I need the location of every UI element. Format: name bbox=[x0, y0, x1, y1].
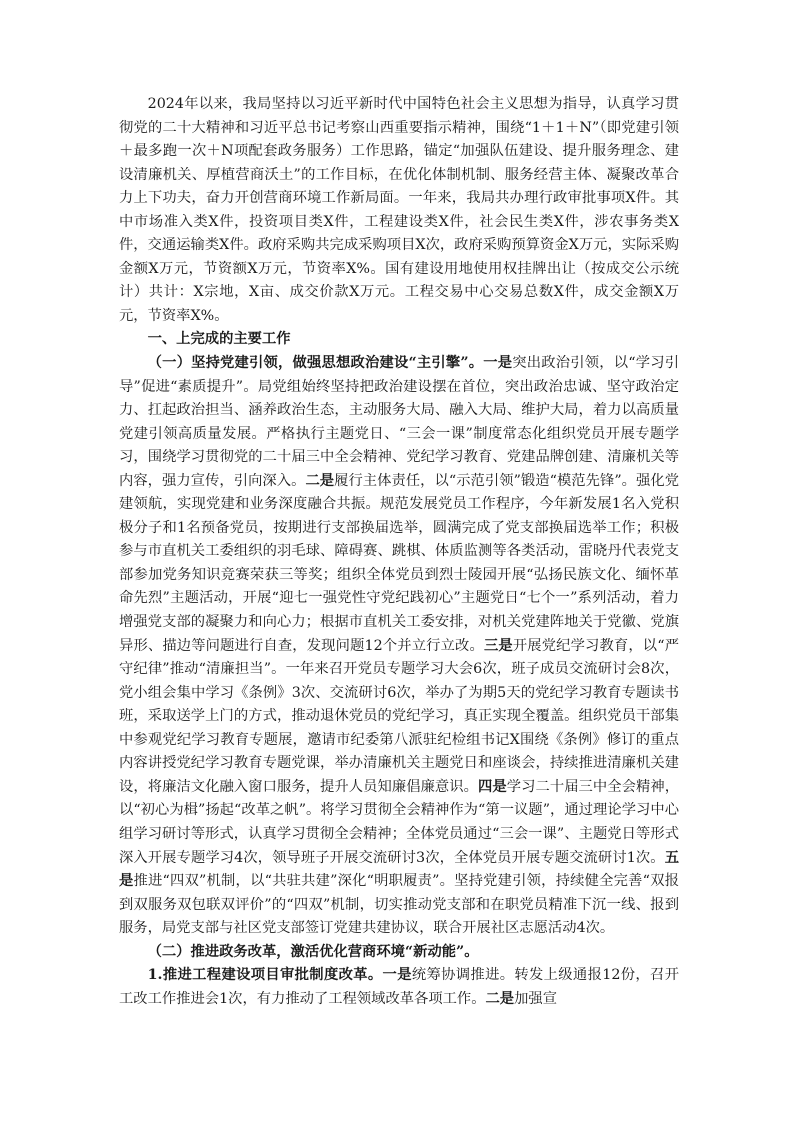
point-4-text: 学习二十届三中全会精神，以“初心为楫”扬起“改革之帆”。将学习贯彻全会精神作为“第一议题”，通过理论学习中心组学习研讨等形式，认真学习贯彻全会精神；全体党员通过“三会一课”、主题党日等形式深入开展专题学习4次，领导班子开展交流研讨3次，全体党员开展专题交流研讨1次。 bbox=[119, 778, 680, 866]
marker-3: 三是 bbox=[483, 637, 513, 654]
item-1-paragraph bbox=[119, 964, 679, 1011]
subsection-2-heading: （二）推进政务改革，激活优化营商环境“新动能”。 bbox=[147, 943, 479, 960]
item-1-text-1: 统筹协调推进。转发上级通报12份，召开工改工作推进会1次，有力推动了工程领域改革各项工作。 bbox=[119, 967, 679, 1007]
item-1-marker-2: 二是 bbox=[485, 990, 515, 1007]
subsection-1-paragraph bbox=[119, 352, 679, 941]
point-5-text: 推进“四双”机制，以“共驻共建”深化“明职履责”。坚持党建引领，持续健全完善“双报到双服务双包联双评价”的“四双”机制，切实推动党支部和在职党员精准下沉一线、报到服务，局党支部与社区党支部签订党建共建协议，联合开展社区志愿活动4次。 bbox=[119, 873, 680, 937]
marker-4: 四是 bbox=[478, 778, 507, 795]
point-3-text: 开展党纪学习教育，以“严守纪律”推动“清廉担当”。一年来召开党员专题学习大会6次，班子成员交流研讨会8次，党小组会集中学习《条例》3次、交流研讨6次，举办了为期5天的党纪学习教育专题读书班，采取送学上门的方式，推动退休党员的党纪学习，真正实现全覆盖。组织党员干部集中参观党纪学习教育专题展，邀请市纪委第八派驻纪检组书记X围绕《条例》修订的重点内容讲授党纪学习教育专题党课，举办清廉机关主题党日和座谈会，持续推进清廉机关建设，将廉洁文化融入窗口服务，提升人员知廉倡廉意识。 bbox=[119, 637, 679, 795]
marker-1: 一是 bbox=[483, 355, 513, 372]
point-2-text: 履行主体责任，以“示范引领”锻造“模范先锋”。强化党建领航，实现党建和业务深度融合共振。规范发展党员工作程序，今年新发展1名入党积极分子和1名预备党员，按期进行支部换届选举，圆满完成了党支部换届选举工作；积极参与市直机关工委组织的羽毛球、障碍赛、跳棋、体质监测等各类活动，雷晓丹代表党支部参加党务知识竞赛荣获三等奖；组织全体党员到烈士陵园开展“弘扬民族文化、缅怀革命先烈”主题活动，开展“迎七一强党性守党纪践初心”主题党日“七个一”系列活动，着力增强党支部的凝聚力和向心力；根据市直机关工委安排，对机关党建阵地关于党徽、党旗异形、描边等问题进行自查，发现问题12个并立行立改。 bbox=[119, 472, 680, 654]
subsection-1-heading: （一）坚持党建引领，做强思想政治建设“主引擎”。 bbox=[147, 355, 484, 372]
marker-5: 五是 bbox=[119, 849, 679, 890]
intro-paragraph: 2024年以来，我局坚持以习近平新时代中国特色社会主义思想为指导，认真学习贯彻党的二十大精神和习近平总书记考察山西重要指示精神，围绕“1＋1＋N”（即党建引领＋最多跑一次＋N项配套政务服务）工作思路，锚定“加强队伍建设、提升服务理念、建设清廉机关、厚植营商沃土”的工作目标，在优化体制机制、服务经营主体、凝聚改革合力上下功夫，奋力开创营商环境工作新局面。一年来，我局共办理行政审批事项X件。其中市场准入类X件，投资项目类X件，工程建设类X件，社会民生类X件，涉农事务类X件，交通运输类X件。政府采购共完成采购项目X次，政府采购预算资金X万元，实际采购金额X万元，节资额X万元，节资率X%。国有建设用地使用权挂牌出让（按成交公示统计）共计：X宗地，X亩、成交价款X万元。工程交易中心交易总数X件，成交金额X万元，节资率X%。 bbox=[119, 96, 679, 324]
item-1-text-2: 加强宣 bbox=[514, 990, 557, 1007]
point-1-text: 突出政治引领，以“学习引导”促进“素质提升”。局党组始终坚持把政治建设摆在首位，突出政治忠诚、坚守政治定力、扛起政治担当、涵养政治生态，主动服务大局、融入大局、维护大局，着力以高质量党建引领高质量发展。严格执行主题党日、“三会一课”制度常态化组织党员开展专题学习，围绕学习贯彻党的二十届三中全会精神、党纪学习教育、党建品牌创建、清廉机关等内容，强力宣传，引向深入。 bbox=[119, 355, 680, 489]
item-1-marker-1: 一是 bbox=[382, 967, 412, 984]
marker-2: 二是 bbox=[305, 472, 335, 489]
item-1-heading: 1.推进工程建设项目审批制度改革。 bbox=[147, 967, 383, 984]
section-heading: 一、上完成的主要工作 bbox=[147, 331, 291, 348]
